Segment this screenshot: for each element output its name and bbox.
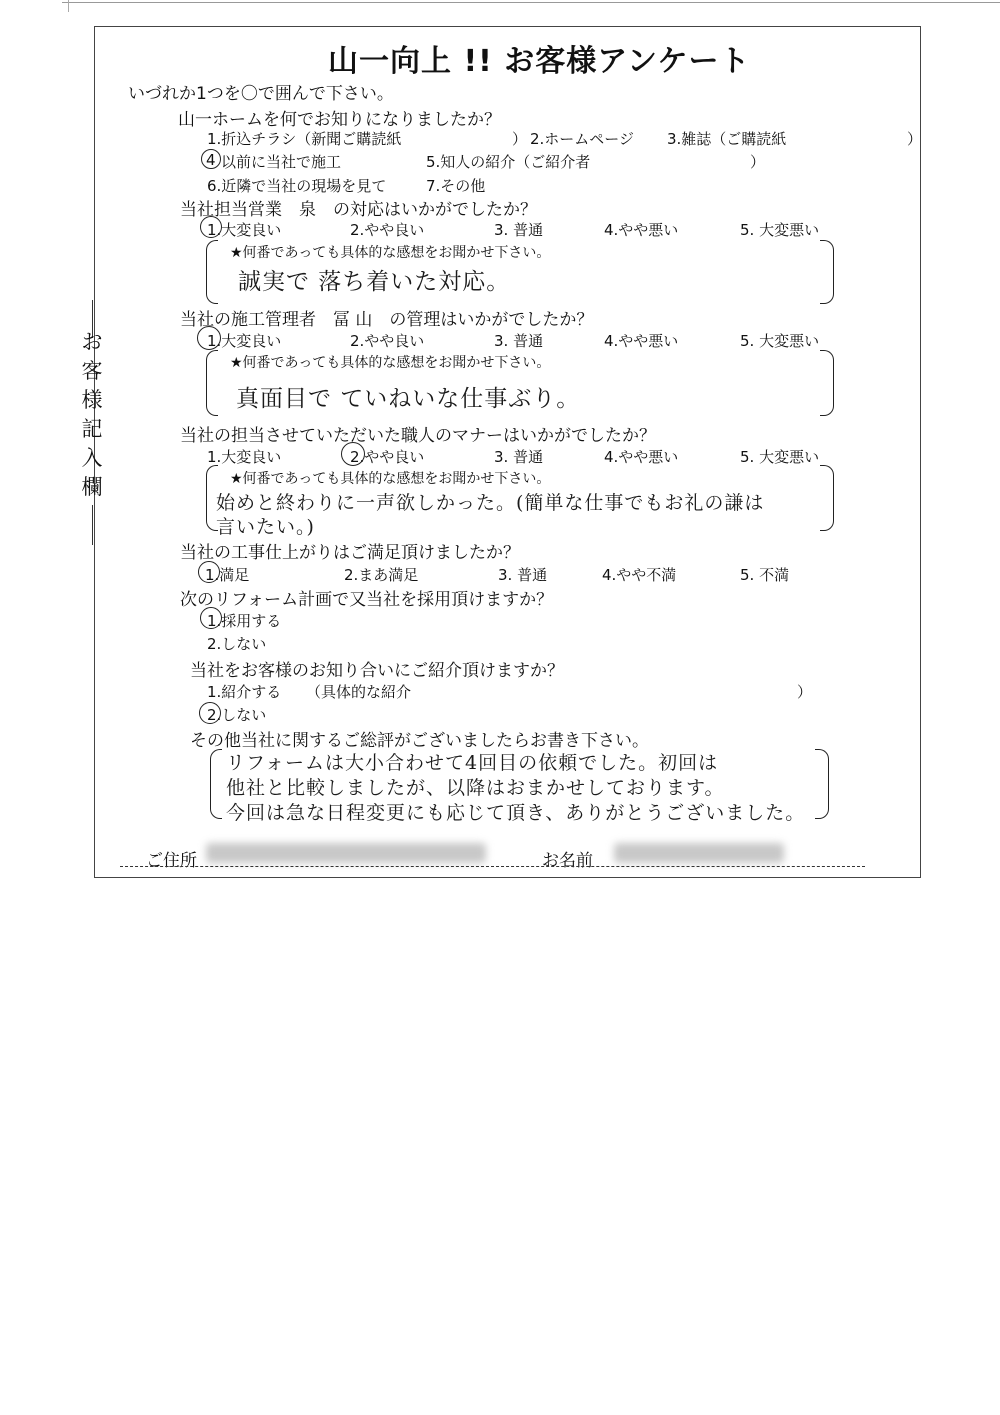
- q7-question: 当社をお客様のお知り合いにご紹介頂けますか？: [190, 661, 564, 681]
- side-label: お客様記入欄: [81, 330, 103, 499]
- q1-option-1-close: ）: [512, 130, 528, 148]
- q5-option-2[interactable]: 2.まあ満足: [344, 566, 419, 584]
- q8-comment-bracket-left: [210, 749, 222, 819]
- q1-question: 山一ホームを何でお知りになりましたか？: [178, 110, 501, 130]
- q2-comment: 誠実で 落ち着いた対応。: [238, 269, 511, 295]
- signature-line: [120, 866, 865, 867]
- address-label: ご住所: [146, 851, 197, 871]
- q2-option-3[interactable]: 3. 普通: [494, 221, 544, 239]
- q7-option-2[interactable]: 2.しない: [207, 706, 267, 724]
- q2-option-5[interactable]: 5. 大変悪い: [740, 221, 820, 239]
- q3-option-1[interactable]: 1.大変良い: [207, 332, 282, 350]
- q3-comment-bracket-right: [820, 350, 834, 416]
- q1-option-2[interactable]: 2.ホームページ: [530, 130, 635, 148]
- q5-option-4[interactable]: 4.やや不満: [602, 566, 677, 584]
- scan-mark: [68, 0, 69, 12]
- q7-option-1[interactable]: 1.紹介する: [207, 683, 282, 701]
- q3-option-5[interactable]: 5. 大変悪い: [740, 332, 820, 350]
- q5-option-5[interactable]: 5. 不満: [740, 566, 790, 584]
- q4-question: 当社の担当させていただいた職人のマナーはいかがでしたか？: [180, 426, 656, 446]
- q1-option-5-close: ）: [750, 153, 766, 171]
- q7-option-1-detail[interactable]: （具体的な紹介: [306, 683, 412, 701]
- q6-option-2[interactable]: 2.しない: [207, 635, 267, 653]
- q3-comment-bracket-left: [206, 350, 218, 416]
- q4-comment-bracket-right: [820, 465, 834, 531]
- q2-comment-bracket-left: [206, 240, 218, 304]
- survey-title: 山一向上 !! お客様アンケート: [328, 44, 751, 79]
- q4-comment-line-1: 始めと終わりに一声欲しかった。(簡単な仕事でもお礼の謙は: [216, 492, 765, 514]
- q4-option-4[interactable]: 4.やや悪い: [604, 448, 679, 466]
- q5-option-1[interactable]: 1.満足: [205, 566, 250, 584]
- q5-option-3[interactable]: 3. 普通: [498, 566, 548, 584]
- q4-note: ★何番であっても具体的な感想をお聞かせ下さい。: [230, 471, 551, 487]
- q3-question: 当社の施工管理者 冨 山 の管理はいかがでしたか？: [180, 310, 594, 330]
- q1-option-4[interactable]: 以前に当社で施工: [221, 153, 342, 171]
- q2-comment-bracket-right: [820, 240, 834, 304]
- q4-option-3[interactable]: 3. 普通: [494, 448, 544, 466]
- q4-option-2[interactable]: 2.やや良い: [350, 448, 425, 466]
- q4-comment-line-2: 言いたい。): [216, 516, 315, 538]
- q1-option-3[interactable]: 3.雑誌（ご購読紙: [667, 130, 787, 148]
- scan-top-line: [62, 2, 1000, 3]
- q5-question: 当社の工事仕上がりはご満足頂けましたか？: [180, 543, 520, 563]
- q8-comment-line-3: 今回は急な日程変更にも応じて頂き、ありがとうございました。: [226, 802, 806, 824]
- q3-comment: 真面目で ていねいな仕事ぶり。: [236, 386, 581, 412]
- q2-option-4[interactable]: 4.やや悪い: [604, 221, 679, 239]
- q1-option-7[interactable]: 7.その他: [426, 177, 486, 195]
- q1-option-5[interactable]: 5.知人の紹介（ご紹介者: [426, 153, 591, 171]
- q8-question: その他当社に関するご総評がございましたらお書き下さい。: [190, 731, 649, 751]
- q4-option-1[interactable]: 1.大変良い: [207, 448, 282, 466]
- q2-question: 当社担当営業 泉 の対応はいかがでしたか？: [180, 200, 537, 220]
- q3-note: ★何番であっても具体的な感想をお聞かせ下さい。: [230, 355, 551, 371]
- q6-question: 次のリフォーム計画で又当社を採用頂けますか？: [180, 590, 554, 610]
- q8-comment-line-2: 他社と比較しましたが、以降はおまかせしております。: [226, 777, 725, 799]
- q8-comment-bracket-right: [815, 749, 829, 819]
- side-label-line-bottom: [92, 505, 93, 545]
- name-label: お名前: [542, 851, 593, 871]
- q2-option-1[interactable]: 1.大変良い: [207, 221, 282, 239]
- q1-option-4-number[interactable]: 4: [206, 151, 216, 169]
- q8-comment-line-1: リフォームは大小合わせて4回目の依頼でした。初回は: [226, 752, 719, 774]
- q1-option-6[interactable]: 6.近隣で当社の現場を見て: [207, 177, 387, 195]
- q6-option-1[interactable]: 1.採用する: [207, 612, 282, 630]
- q3-option-3[interactable]: 3. 普通: [494, 332, 544, 350]
- name-redacted: [614, 843, 784, 863]
- q2-option-2[interactable]: 2.やや良い: [350, 221, 425, 239]
- q3-option-2[interactable]: 2.やや良い: [350, 332, 425, 350]
- q3-option-4[interactable]: 4.やや悪い: [604, 332, 679, 350]
- q2-note: ★何番であっても具体的な感想をお聞かせ下さい。: [230, 245, 551, 261]
- address-redacted: [206, 843, 486, 863]
- q4-option-5[interactable]: 5. 大変悪い: [740, 448, 820, 466]
- q7-option-1-close: ）: [797, 683, 813, 701]
- instruction: いづれか1つを〇で囲んで下さい。: [128, 84, 394, 104]
- q1-option-3-close: ）: [907, 130, 923, 148]
- q1-option-1[interactable]: 1.折込チラシ（新聞ご購読紙: [207, 130, 402, 148]
